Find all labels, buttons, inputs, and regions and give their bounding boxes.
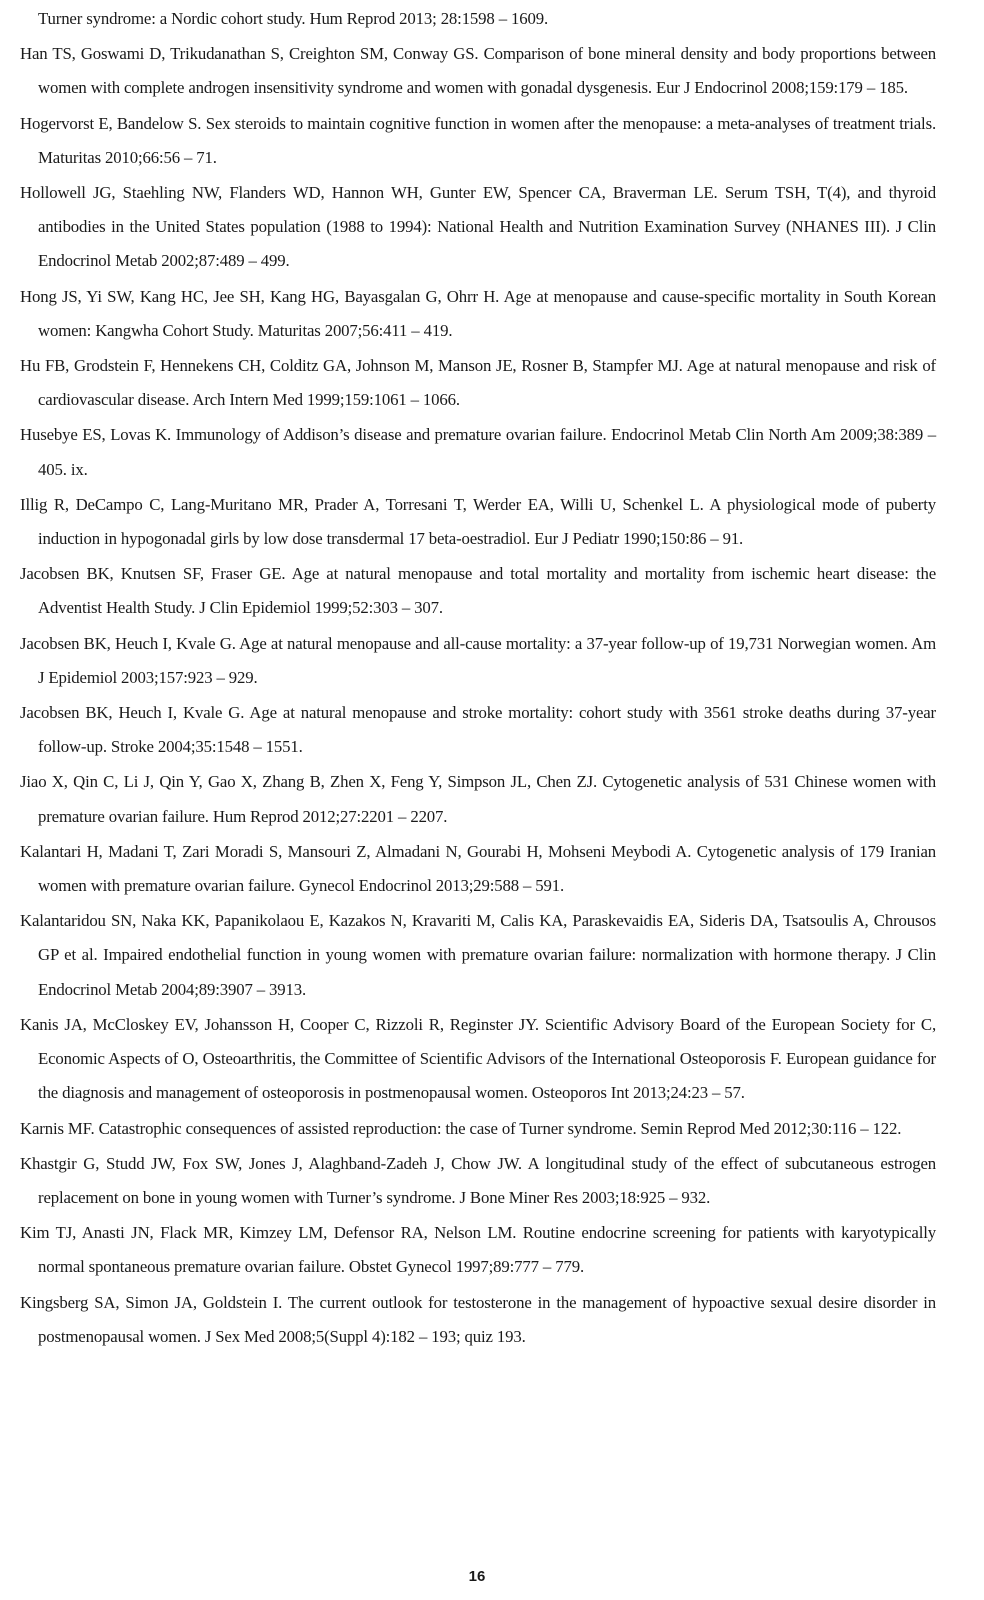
reference-entry: Hogervorst E, Bandelow S. Sex steroids to maintain cognitive function in women after the menopause: a meta-analyses of treatment trials. Maturitas 2010;66:56 – 71.	[20, 113, 936, 167]
reference-entry: Karnis MF. Catastrophic consequences of assisted reproduction: the case of Turner syndrome. Semin Reprod Med 2012;30:116 – 122.	[20, 1118, 902, 1138]
reference-entry: Turner syndrome: a Nordic cohort study. Hum Reprod 2013; 28:1598 – 1609.	[38, 9, 548, 28]
reference-entry: Khastgir G, Studd JW, Fox SW, Jones J, Alaghband-Zadeh J, Chow JW. A longitudinal study of the effect of subcutaneous estrogen replacement on bone in young women with Turner’s syndrome. J Bone Miner Res 2003;18:925 – 932.	[20, 1153, 936, 1207]
reference-entry: Kalantari H, Madani T, Zari Moradi S, Mansouri Z, Almadani N, Gourabi H, Mohseni Meybodi A. Cytogenetic analysis of 179 Iranian women with premature ovarian failure. Gynecol Endocrinol 2013;29:588 – 591.	[20, 841, 936, 896]
reference-entry: Kingsberg SA, Simon JA, Goldstein I. The current outlook for testosterone in the management of hypoactive sexual desire disorder in postmenopausal women. J Sex Med 2008;5(Suppl 4):182 – 193; quiz 193.	[20, 1292, 936, 1346]
reference-entry: Jacobsen BK, Knutsen SF, Fraser GE. Age at natural menopause and total mortality and mortality from ischemic heart disease: the Adventist Health Study. J Clin Epidemiol 1999;52:303 – 307.	[20, 564, 936, 618]
reference-entry: Jiao X, Qin C, Li J, Qin Y, Gao X, Zhang B, Zhen X, Feng Y, Simpson JL, Chen ZJ. Cytogenetic analysis of 531 Chinese women with premature ovarian failure. Hum Reprod 2012;27:2201 – 2207.	[20, 772, 936, 826]
reference-entry: Han TS, Goswami D, Trikudanathan S, Creighton SM, Conway GS. Comparison of bone mineral density and body proportions between women with complete androgen insensitivity syndrome and women with gonadal dysgenesis. Eur J Endocrinol 2008;159:179 – 185.	[20, 44, 936, 98]
reference-entry: Kim TJ, Anasti JN, Flack MR, Kimzey LM, Defensor RA, Nelson LM. Routine endocrine screening for patients with karyotypically normal spontaneous premature ovarian failure. Obstet Gynecol 1997;89:777 – 779.	[20, 1223, 936, 1277]
reference-list	[20, 2, 936, 1355]
reference-entry: Kanis JA, McCloskey EV, Johansson H, Cooper C, Rizzoli R, Reginster JY. Scientific Advisory Board of the European Society for C, Economic Aspects of O, Osteoarthritis, the Committee of Scientific Advisors of the International Osteoporosis F. European guidance for the diagnosis and management of osteoporosis in postmenopausal women. Osteoporos Int 2013;24:23 – 57.	[20, 1014, 936, 1103]
reference-entry: Jacobsen BK, Heuch I, Kvale G. Age at natural menopause and all-cause mortality: a 37-year follow-up of 19,731 Norwegian women. Am J Epidemiol 2003;157:923 – 929.	[20, 633, 936, 687]
reference-entry: Kalantaridou SN, Naka KK, Papanikolaou E, Kazakos N, Kravariti M, Calis KA, Paraskevaidis EA, Sideris DA, Tsatsoulis A, Chrousos GP et al. Impaired endothelial function in young women with premature ovarian failure: normalization with hormone therapy. J Clin Endocrinol Metab 2004;89:3907 – 3913.	[20, 911, 936, 999]
reference-entry: Jacobsen BK, Heuch I, Kvale G. Age at natural menopause and stroke mortality: cohort study with 3561 stroke deaths during 37-year follow-up. Stroke 2004;35:1548 – 1551.	[20, 703, 936, 757]
reference-entry: Hollowell JG, Staehling NW, Flanders WD, Hannon WH, Gunter EW, Spencer CA, Braverman LE. Serum TSH, T(4), and thyroid antibodies in the United States population (1988 to 1994): National Health and Nutrition Examination Survey (NHANES III). J Clin Endocrinol Metab 2002;87:489 – 499.	[20, 183, 936, 271]
reference-entry: Husebye ES, Lovas K. Immunology of Addison’s disease and premature ovarian failure. Endocrinol Metab Clin North Am 2009;38:389 – 405. ix.	[20, 425, 936, 479]
reference-entry: Illig R, DeCampo C, Lang-Muritano MR, Prader A, Torresani T, Werder EA, Willi U, Schenkel L. A physiological mode of puberty induction in hypogonadal girls by low dose transdermal 17 beta-oestradiol. Eur J Pediatr 1990;150:86 – 91.	[20, 494, 936, 549]
page-number: 16	[468, 1568, 486, 1585]
reference-entry: Hu FB, Grodstein F, Hennekens CH, Colditz GA, Johnson M, Manson JE, Rosner B, Stampfer MJ. Age at natural menopause and risk of cardiovascular disease. Arch Intern Med 1999;159:1061 – 1066.	[20, 356, 936, 410]
reference-entry: Hong JS, Yi SW, Kang HC, Jee SH, Kang HG, Bayasgalan G, Ohrr H. Age at menopause and cause-specific mortality in South Korean women: Kangwha Cohort Study. Maturitas 2007;56:411 – 419.	[20, 286, 936, 340]
